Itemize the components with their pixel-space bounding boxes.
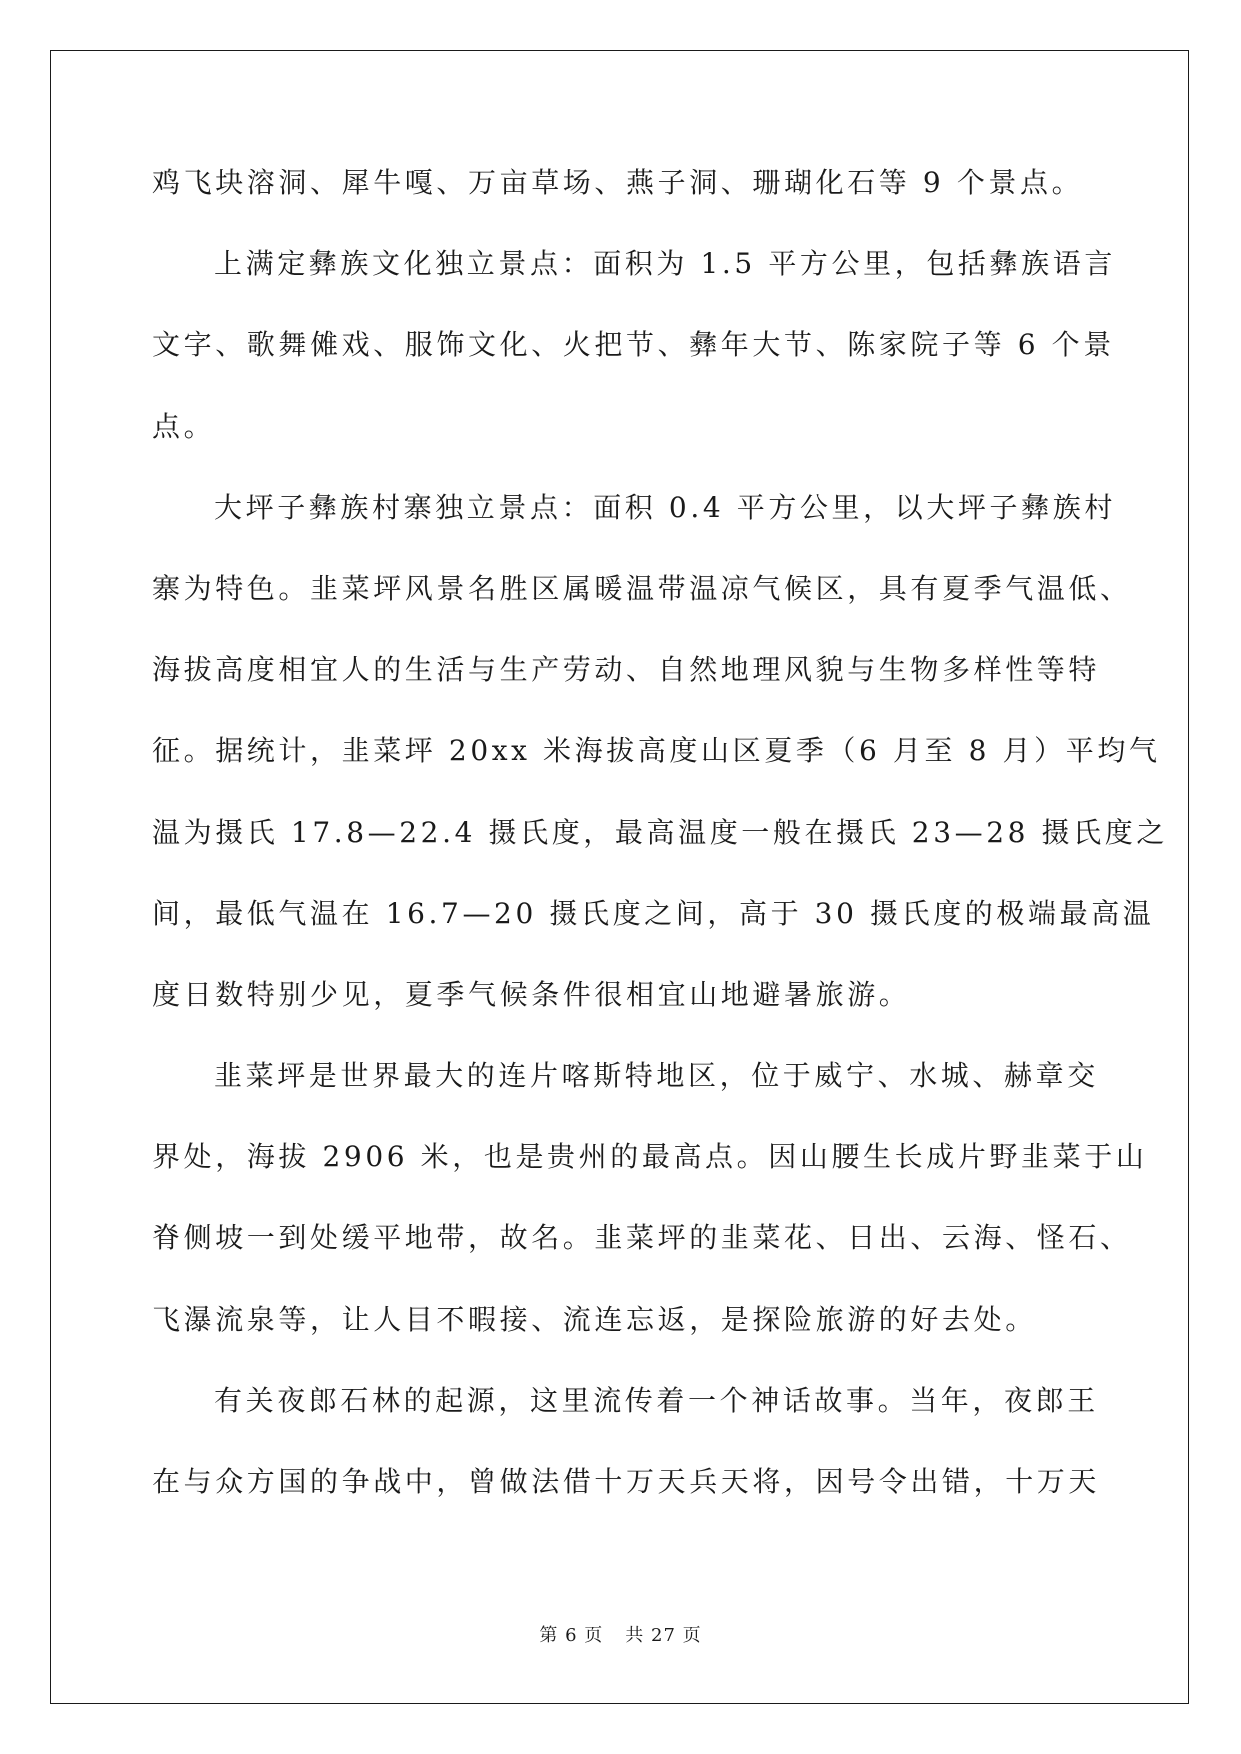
text-line: 界处，海拔 2906 米，也是贵州的最高点。因山腰生长成片野韭菜于山: [152, 1140, 1148, 1174]
text-line: 温为摄氏 17.8—22.4 摄氏度，最高温度一般在摄氏 23—28 摄氏度之: [152, 815, 1168, 849]
text-line: 大坪子彝族村寨独立景点：面积 0.4 平方公里，以大坪子彝族村: [214, 490, 1116, 524]
page-footer: [0, 1621, 1241, 1647]
text-line: 鸡飞块溶洞、犀牛嘎、万亩草场、燕子洞、珊瑚化石等 9 个景点。: [152, 166, 1084, 199]
text-line: 上满定彝族文化独立景点：面积为 1.5 平方公里，包括彝族语言: [214, 247, 1116, 281]
text-line: 有关夜郎石林的起源，这里流传着一个神话故事。当年，夜郎王: [214, 1383, 1099, 1417]
text-line: 海拔高度相宜人的生活与生产劳动、自然地理风貌与生物多样性等特: [152, 653, 1101, 687]
page-number: 第 6 页: [539, 1625, 604, 1646]
text-line: 间，最低气温在 16.7—20 摄氏度之间，高于 30 摄氏度的极端最高温: [152, 896, 1155, 930]
text-line: 飞瀑流泉等，让人目不暇接、流连忘返，是探险旅游的好去处。: [152, 1302, 1037, 1336]
text-line: 脊侧坡一到处缓平地带，故名。韭菜坪的韭菜花、日出、云海、怪石、: [152, 1221, 1132, 1255]
document-body: [152, 163, 1168, 1543]
text-line: 点。: [152, 409, 216, 443]
page-total: 共 27 页: [625, 1625, 702, 1646]
text-line: 寨为特色。韭菜坪风景名胜区属暖温带温凉气候区，具有夏季气温低、: [152, 571, 1132, 605]
text-line: 韭菜坪是世界最大的连片喀斯特地区，位于威宁、水城、赫章交: [214, 1059, 1099, 1093]
text-line: 在与众方国的争战中，曾做法借十万天兵天将，因号令出错，十万天: [152, 1465, 1101, 1498]
text-line: 征。据统计，韭菜坪 20xx 米海拔高度山区夏季（6 月至 8 月）平均气: [152, 734, 1161, 768]
text-line: 文字、歌舞傩戏、服饰文化、火把节、彝年大节、陈家院子等 6 个景: [152, 328, 1115, 362]
text-line: 度日数特别少见，夏季气候条件很相宜山地避暑旅游。: [152, 977, 911, 1011]
